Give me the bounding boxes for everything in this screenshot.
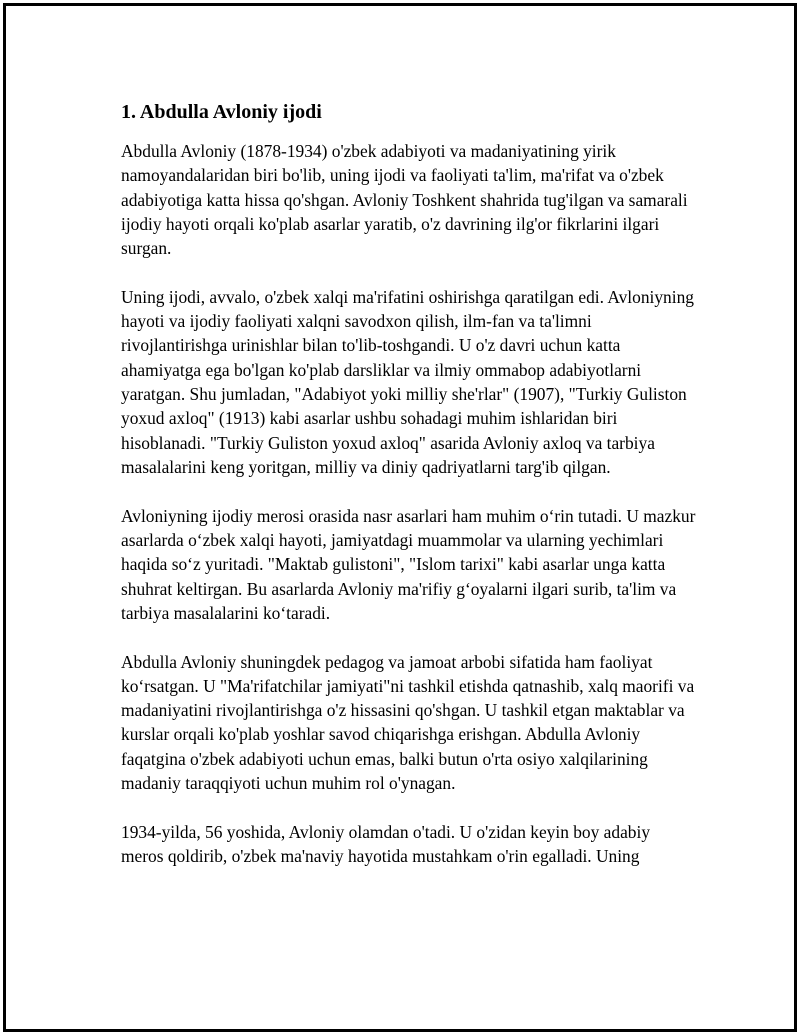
page-frame bbox=[3, 3, 797, 1032]
paragraph-5: 1934-yilda, 56 yoshida, Avloniy olamdan o'tadi. U o'zidan keyin boy adabiy meros qoldirib, o'zbek ma'naviy hayotida mustahkam o'rin egalladi. Uning bbox=[121, 821, 651, 866]
paragraph-3: Avloniyning ijodiy merosi orasida nasr asarlari ham muhim o‘rin tutadi. U mazkur asarlarda o‘zbek xalqi hayoti, jamiyatdagi muammolar va ularning yechimlari haqida so‘z yuritadi. "Maktab gulistoni", "Islom tarixi" kabi asarlar unga katta shuhrat keltirgan. Bu asarlarda Avloniy ma'rifiy g‘oyalarni ilgari surib, ta'lim va tarbiya masalalarini ko‘taradi. bbox=[121, 505, 696, 623]
document-body bbox=[121, 98, 696, 893]
paragraph-1: Abdulla Avloniy (1878-1934) o'zbek adabiyoti va madaniyatining yirik namoyandalaridan biri bo'lib, uning ijodi va faoliyati ta'lim, ma'rifat va o'zbek adabiyotiga katta hissa qo'shgan. Avloniy Toshkent shahrida tug'ilgan va samarali ijodiy hayoti orqali ko'plab asarlar yaratib, o'z davrining ilg'or fikrlarini ilgari surgan. bbox=[121, 141, 688, 259]
paragraph-4: Abdulla Avloniy shuningdek pedagog va jamoat arbobi sifatida ham faoliyat ko‘rsatgan. U "Ma'rifatchilar jamiyati"ni tashkil etishda qatnashib, xalq maorifi va madaniyatini rivojlantirishga o'z hissasini qo'shgan. U tashkil etgan maktablar va kurslar orqali ko'plab yoshlar savod chiqarishga erishgan. Abdulla Avloniy faqatgina o'zbek adabiyoti uchun emas, balki butun o'rta osiyo xalqilarining madaniy taraqqiyoti uchun muhim rol o'ynagan. bbox=[121, 651, 695, 793]
document-title: 1. Abdulla Avloniy ijodi bbox=[121, 101, 322, 123]
paragraph-2: Uning ijodi, avvalo, o'zbek xalqi ma'rifatini oshirishga qaratilgan edi. Avloniyning hayoti va ijodiy faoliyati xalqni savodxon qilish, ilm-fan va ta'limni rivojlantirishga urinishlar bilan to'lib-toshgandi. U o'z davri uchun katta ahamiyatga ega bo'lgan ko'plab darsliklar va ilmiy ommabop adabiyotlarni yaratgan. Shu jumladan, "Adabiyot yoki milliy she'rlar" (1907), "Turkiy Guliston yoxud axloq" (1913) kabi asarlar ushbu sohadagi muhim ishlaridan biri hisoblanadi. "Turkiy Guliston yoxud axloq" asarida Avloniy axloq va tarbiya masalalarini keng yoritgan, milliy va diniy qadriyatlarni targ'ib qilgan. bbox=[121, 286, 694, 477]
